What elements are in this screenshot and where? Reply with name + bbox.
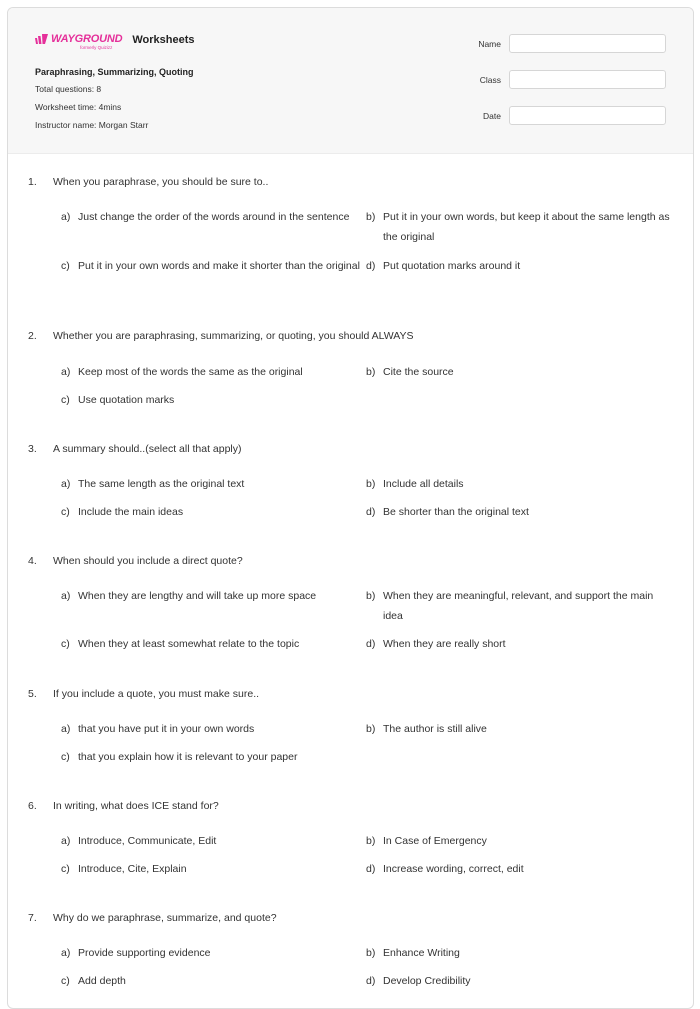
option-c[interactable]: c) When they at least somewhat relate to the topic bbox=[61, 638, 300, 650]
option-d[interactable]: d) When they are really short bbox=[366, 638, 506, 650]
date-field-row bbox=[461, 106, 666, 125]
option-a[interactable]: a) Keep most of the words the same as the original bbox=[61, 366, 303, 378]
option-b[interactable]: b) When they are meaningful, relevant, and support the main idea bbox=[366, 590, 654, 622]
class-input[interactable] bbox=[509, 70, 666, 89]
date-input[interactable] bbox=[509, 106, 666, 125]
option-d[interactable]: d) Put quotation marks around it bbox=[366, 260, 521, 272]
question-text: 5. If you include a quote, you must make sure.. bbox=[28, 688, 260, 700]
app-name: Worksheets bbox=[132, 34, 195, 46]
option-a[interactable]: a) Just change the order of the words around in the sentence bbox=[61, 211, 350, 223]
question-text: 6. In writing, what does ICE stand for? bbox=[28, 800, 219, 812]
wayground-logo bbox=[35, 33, 122, 51]
name-input[interactable] bbox=[509, 34, 666, 53]
option-c[interactable]: c) Include the main ideas bbox=[61, 506, 184, 518]
option-b[interactable]: b) Put it in your own words, but keep it about the same length as the original bbox=[366, 211, 670, 243]
option-b[interactable]: b) Cite the source bbox=[366, 366, 454, 378]
date-label: Date bbox=[483, 110, 501, 121]
option-b[interactable]: b) The author is still alive bbox=[366, 723, 487, 735]
option-d[interactable]: d) Develop Credibility bbox=[366, 975, 471, 987]
class-label: Class bbox=[479, 74, 501, 85]
class-field-row bbox=[461, 70, 666, 89]
logo-brand-text: WAYGROUND bbox=[51, 33, 123, 45]
instructor-name: Instructor name: Morgan Starr bbox=[35, 120, 149, 130]
option-b[interactable]: b) In Case of Emergency bbox=[366, 835, 487, 847]
worksheet-time: Worksheet time: 4mins bbox=[35, 102, 122, 112]
option-a[interactable]: a) Introduce, Communicate, Edit bbox=[61, 835, 217, 847]
worksheet-title: Paraphrasing, Summarizing, Quoting bbox=[35, 67, 194, 77]
option-a[interactable]: a) The same length as the original text bbox=[61, 478, 245, 490]
option-c[interactable]: c) that you explain how it is relevant to your paper bbox=[61, 751, 298, 763]
brand bbox=[35, 33, 194, 51]
option-c[interactable]: c) Add depth bbox=[61, 975, 126, 987]
logo-subtitle: formerly Quizizz bbox=[80, 45, 113, 50]
option-b[interactable]: b) Enhance Writing bbox=[366, 947, 460, 959]
wayground-mark-icon bbox=[35, 34, 49, 44]
option-c[interactable]: c) Put it in your own words and make it shorter than the original bbox=[61, 260, 360, 272]
total-questions: Total questions: 8 bbox=[35, 84, 102, 94]
name-label: Name bbox=[478, 38, 501, 49]
option-b[interactable]: b) Include all details bbox=[366, 478, 464, 490]
option-a[interactable]: a) When they are lengthy and will take up more space bbox=[61, 590, 317, 602]
option-a[interactable]: a) that you have put it in your own words bbox=[61, 723, 255, 735]
option-d[interactable]: d) Be shorter than the original text bbox=[366, 506, 529, 518]
option-c[interactable]: c) Use quotation marks bbox=[61, 394, 175, 406]
option-c[interactable]: c) Introduce, Cite, Explain bbox=[61, 863, 187, 875]
name-field-row bbox=[461, 34, 666, 53]
question-text: 4. When should you include a direct quote? bbox=[28, 555, 243, 567]
question-text: 1. When you paraphrase, you should be sure to.. bbox=[28, 176, 269, 188]
worksheet-header bbox=[8, 8, 693, 154]
option-a[interactable]: a) Provide supporting evidence bbox=[61, 947, 211, 959]
option-d[interactable]: d) Increase wording, correct, edit bbox=[366, 863, 524, 875]
question-text: 7. Why do we paraphrase, summarize, and quote? bbox=[28, 912, 277, 924]
question-text: 3. A summary should..(select all that apply) bbox=[28, 443, 242, 455]
question-text: 2. Whether you are paraphrasing, summarizing, or quoting, you should ALWAYS bbox=[28, 330, 414, 342]
